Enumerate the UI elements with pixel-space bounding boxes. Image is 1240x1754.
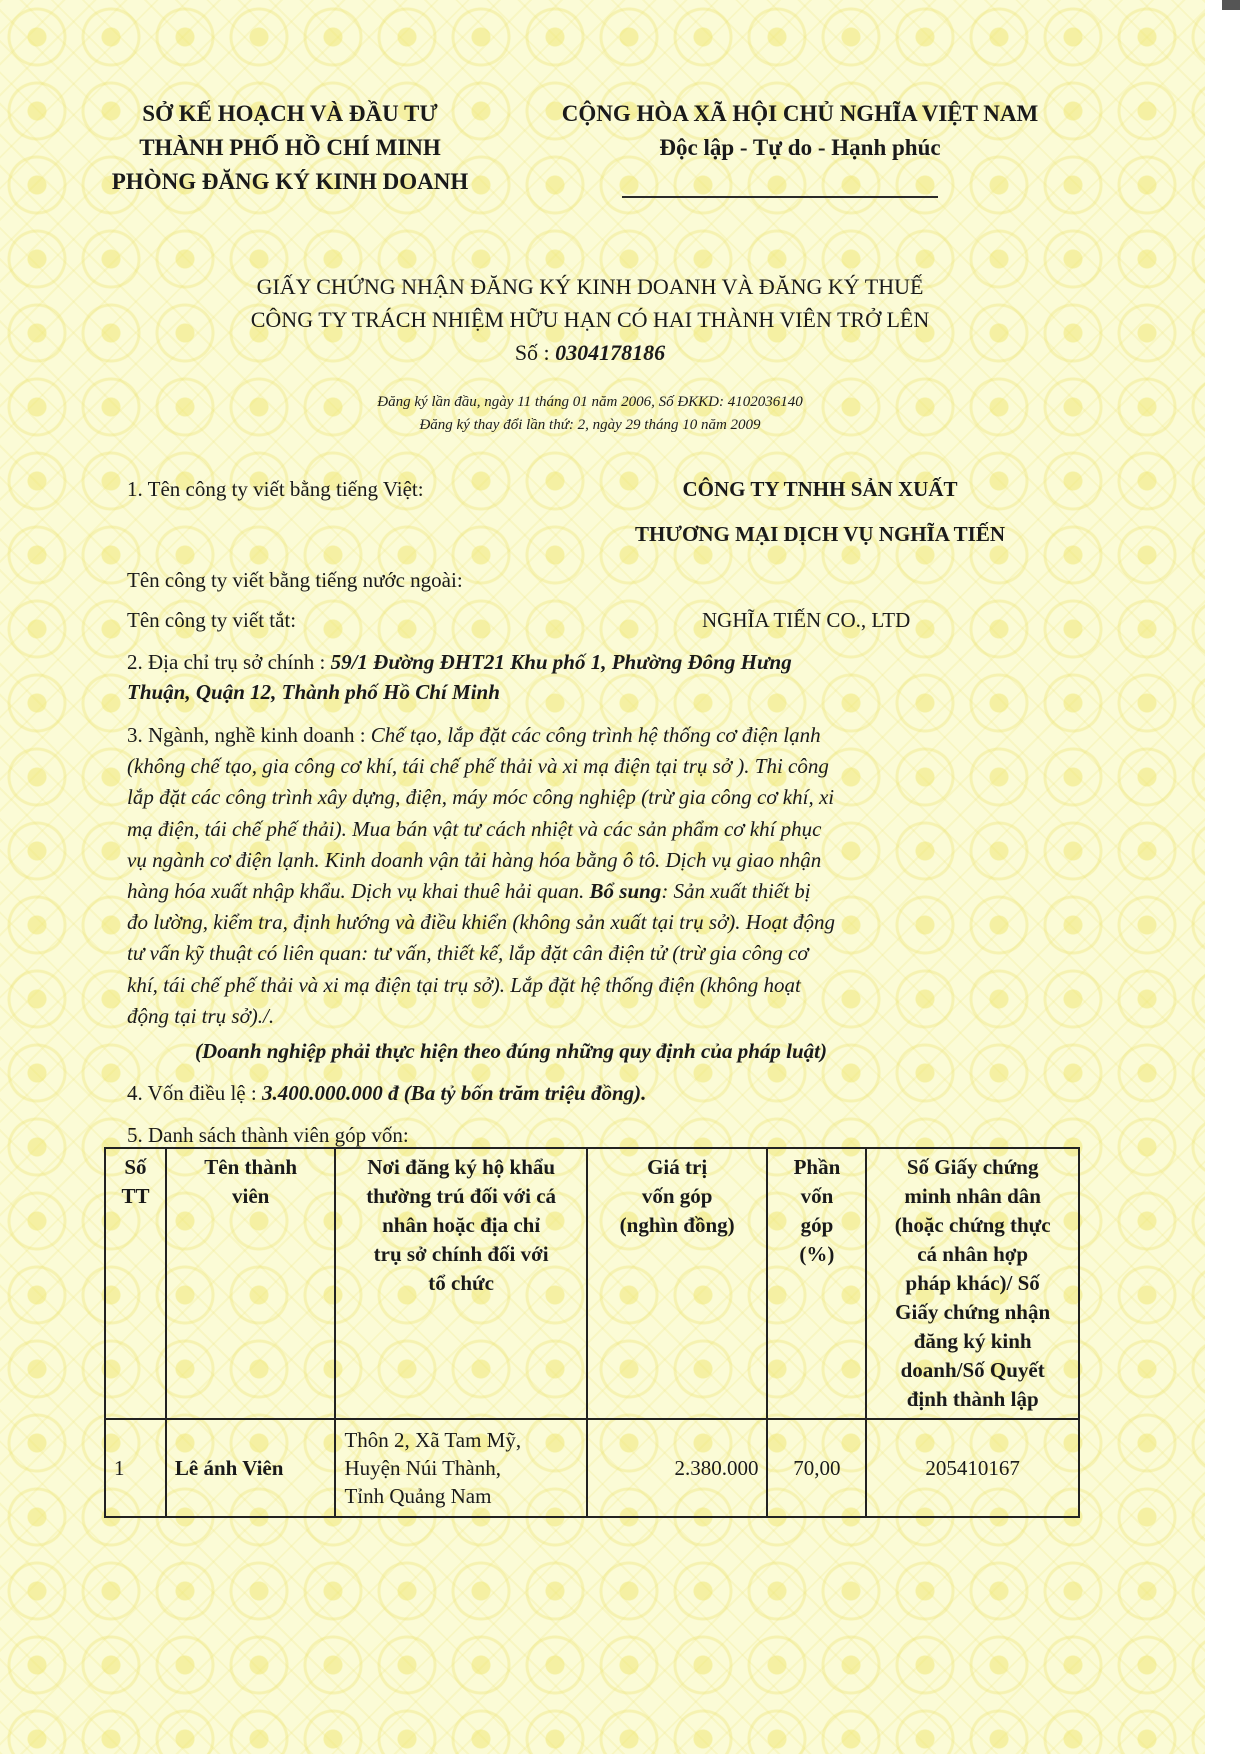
agency-line: SỞ KẾ HOẠCH VÀ ĐẦU TƯ [142, 101, 438, 126]
cell-capital: 2.380.000 [587, 1419, 768, 1517]
company-abbr-name: NGHĨA TIẾN CO., LTD [702, 608, 911, 632]
header-address [335, 1148, 586, 1419]
national-motto: Độc lập - Tự do - Hạnh phúc [659, 135, 941, 160]
address-text: Tỉnh Quảng Nam [344, 1484, 492, 1508]
header-text: Giấy chứng nhận [895, 1300, 1051, 1324]
header-capital [587, 1148, 768, 1419]
title-line: CÔNG TY TRÁCH NHIỆM HỮU HẠN CÓ HAI THÀNH VIÊN TRỞ LÊN [250, 307, 930, 332]
business-line: vụ ngành cơ điện lạnh. Kinh doanh vận tải hàng hóa bằng ô tô. Dịch vụ giao nhận [127, 847, 822, 872]
capital-line [127, 1078, 646, 1108]
change-registration: Đăng ký thay đổi lần thứ: 2, ngày 29 tháng 10 năm 2009 [419, 417, 761, 433]
address-label: 2. Địa chỉ trụ sở chính : [127, 650, 326, 674]
scan-edge-mark [1222, 0, 1240, 10]
registration-dates [100, 391, 1080, 437]
header-text: Phần [793, 1155, 841, 1179]
business-label: 3. Ngành, nghề kinh doanh : [127, 723, 366, 747]
business-text: : Sản xuất thiết bị [661, 879, 811, 904]
agency-line: THÀNH PHỐ HỒ CHÍ MINH [139, 135, 441, 160]
capital-value: 3.400.000.000 đ (Ba tỷ bốn trăm triệu đồng). [261, 1081, 647, 1105]
header-text: Giá trị [647, 1155, 708, 1179]
business-line [127, 876, 1052, 907]
name-foreign-label: Tên công ty viết bằng tiếng nước ngoài: [127, 568, 463, 592]
header-text: (hoặc chứng thực [894, 1213, 1051, 1237]
business-line: tư vấn kỹ thuật có liên quan: tư vấn, thiết kế, lắp đặt cân điện tử (trừ gia công cơ [127, 941, 809, 966]
cell-address [335, 1419, 586, 1517]
company-name-line2: THƯƠNG MẠI DỊCH VỤ NGHĨA TIẾN [634, 522, 1006, 546]
name-vn-label: 1. Tên công ty viết bằng tiếng Việt: [127, 477, 424, 501]
business-line: động tại trụ sở)./. [127, 1003, 275, 1028]
header-text: doanh/Số Quyết [900, 1358, 1045, 1382]
cell-stt: 1 [105, 1419, 166, 1517]
header-text: (%) [799, 1242, 835, 1266]
header-text: TT [121, 1184, 150, 1208]
scan-edge [1205, 0, 1240, 1754]
header-text: tổ chức [428, 1271, 494, 1295]
business-line: mạ điện, tái chế phế thải). Mua bán vật tư cách nhiệt và các sản phẩm cơ khí phục [127, 816, 822, 841]
motto-underline [622, 196, 938, 198]
nation-header [520, 97, 1080, 165]
members-table [104, 1147, 1080, 1518]
header-text: Số [124, 1155, 147, 1179]
header-text: định thành lập [906, 1387, 1039, 1411]
certificate-number: 0304178186 [555, 340, 666, 365]
company-name-line1: CÔNG TY TNHH SẢN XUẤT [682, 477, 958, 501]
cell-member-name: Lê ánh Viên [166, 1419, 336, 1517]
address-block [127, 647, 1052, 707]
header-text: đăng ký kinh [913, 1329, 1032, 1353]
table-header-row [105, 1148, 1079, 1419]
header-text: pháp khác)/ Số [905, 1271, 1040, 1295]
address-text: Huyện Núi Thành, [344, 1456, 501, 1480]
cell-id-number: 205410167 [866, 1419, 1079, 1517]
number-label: Số : [514, 340, 550, 365]
header-text: vốn [800, 1184, 834, 1208]
business-text: Chế tạo, lắp đặt các công trình hệ thống cơ điện lạnh [370, 723, 821, 747]
supplement-label: Bổ sung [589, 879, 662, 904]
business-lines [127, 720, 1052, 1032]
header-id-number [866, 1148, 1079, 1419]
nation-title: CỘNG HÒA XÃ HỘI CHỦ NGHĨA VIỆT NAM [561, 101, 1039, 126]
header-member-name [166, 1148, 336, 1419]
header-stt [105, 1148, 166, 1419]
title-line: GIẤY CHỨNG NHẬN ĐĂNG KÝ KINH DOANH VÀ ĐĂNG KÝ THUẾ [256, 274, 924, 299]
address-line: Thuận, Quận 12, Thành phố Hồ Chí Minh [127, 680, 500, 704]
first-registration: Đăng ký lần đầu, ngày 11 tháng 01 năm 2006, Số ĐKKD: 4102036140 [377, 394, 803, 410]
business-line: lắp đặt các công trình xây dựng, điện, máy móc công nghiệp (trừ gia công cơ khí, xi [127, 785, 835, 810]
header-percent [767, 1148, 866, 1419]
header-text: Tên thành [204, 1155, 298, 1179]
business-line [127, 720, 1052, 751]
header-text: Số Giấy chứng [906, 1155, 1039, 1179]
agency-line: PHÒNG ĐĂNG KÝ KINH DOANH [111, 169, 469, 194]
address-text: Thôn 2, Xã Tam Mỹ, [344, 1428, 522, 1452]
business-line: khí, tái chế phế thải và xi mạ điện tại trụ sở). Lắp đặt hệ thống điện (không hoạt [127, 972, 801, 997]
header-text: nhân hoặc địa chỉ [382, 1213, 541, 1237]
header-text: minh nhân dân [904, 1184, 1041, 1208]
business-line: (không chế tạo, gia công cơ khí, tái chế phế thải và xi mạ điện tại trụ sở ). Thi công [127, 754, 829, 779]
certificate-number-line [100, 336, 1080, 369]
capital-label: 4. Vốn điều lệ : [127, 1081, 257, 1105]
legal-note: (Doanh nghiệp phải thực hiện theo đúng những quy định của pháp luật) [195, 1039, 827, 1063]
header-text: cá nhân hợp [917, 1242, 1029, 1266]
table-row [105, 1419, 1079, 1517]
certificate-title [100, 270, 1080, 369]
header-text: góp [800, 1213, 834, 1237]
header-text: (nghìn đồng) [619, 1213, 735, 1237]
agency-header [90, 97, 490, 199]
header-text: vốn góp [641, 1184, 713, 1208]
header-text: thường trú đối với cá [366, 1184, 557, 1208]
header-text: viên [232, 1184, 270, 1208]
header-text: trụ sở chính đối với [373, 1242, 549, 1266]
members-label: 5. Danh sách thành viên góp vốn: [127, 1123, 409, 1147]
business-text: hàng hóa xuất nhập khẩu. Dịch vụ khai thuê hải quan. [127, 879, 585, 904]
name-abbr-label: Tên công ty viết tắt: [127, 608, 297, 632]
cell-percent: 70,00 [767, 1419, 866, 1517]
address-value: 59/1 Đường ĐHT21 Khu phố 1, Phường Đông Hưng [330, 650, 792, 674]
header-text: Nơi đăng ký hộ khẩu [367, 1155, 556, 1179]
address-line [127, 647, 1052, 677]
business-line: đo lường, kiểm tra, định hướng và điều khiển (không sản xuất tại trụ sở). Hoạt động [127, 910, 836, 935]
